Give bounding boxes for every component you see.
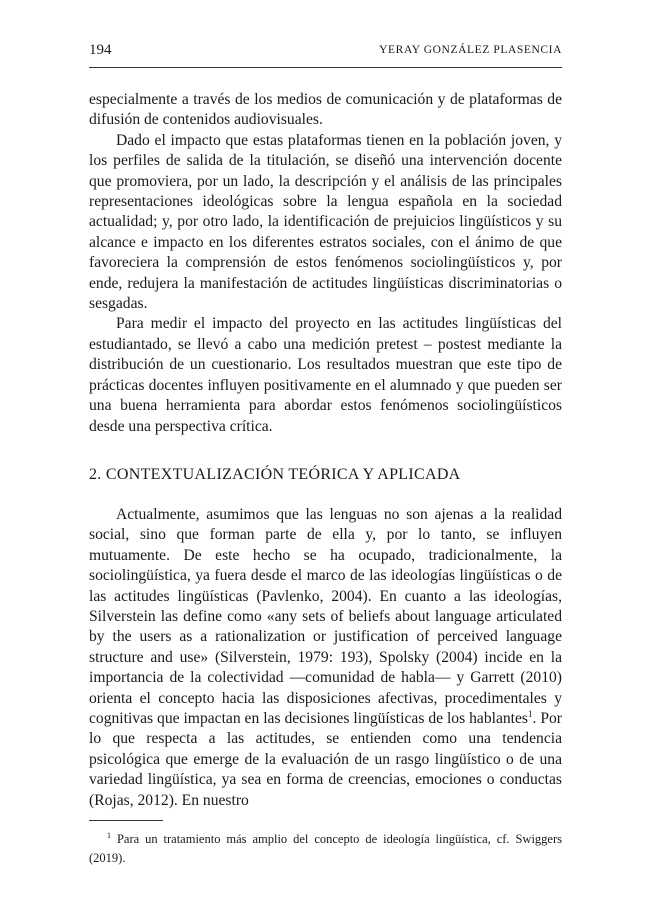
footnote-number: 1 xyxy=(107,830,111,840)
context-text-part2: . Por lo que respecta a las actitudes, se entienden como una tendencia psicológica que emerge de la evaluación de un rasgo lingüístico o de una variedad lingüística, ya sea en forma de creencias, emociones o conductas (Rojas, 2012). En nuestro xyxy=(89,709,562,809)
footnote-reference[interactable]: 1 xyxy=(528,708,533,719)
paragraph-measurement: Para medir el impacto del proyecto en las actitudes lingüísticas del estudiantado, se llevó a cabo una medición pretest – postest mediante la distribución de un cuestionario. Los resultados muestran que este tipo de prácticas docentes influyen positivamente en el alumnado y que pueden ser una buena herramienta para abordar estos fenómenos sociolingüísticos desde una perspectiva crítica. xyxy=(89,315,562,435)
footnote xyxy=(89,830,562,868)
paragraph-intervention: Dado el impacto que estas plataformas tienen en la población joven, y los perfiles de salida de la titulación, se diseñó una intervención docente que promoviera, por un lado, la descripción y el análisis de las principales representaciones ideológicas sobre la lengua española en la sociedad actualidad; y, por otro lado, la identificación de prejuicios lingüísticos y su alcance e impacto en los diferentes estratos sociales, con el ánimo de que favoreciera la comprensión de estos fenómenos sociolingüísticos y, por ende, redujera la manifestación de actitudes lingüísticas discriminatorias o sesgadas. xyxy=(89,131,562,313)
context-text-part1: Actualmente, asumimos que las lenguas no son ajenas a la realidad social, sino que forman parte de ella y, por lo tanto, se influyen mutuamente. De este hecho se ha ocupado, tradicionalmente, la sociolingüística, ya fuera desde el marco de las ideologías lingüísticas o de las actitudes lingüísticas (Pavlenko, 2004). En cuanto a las ideologías, Silverstein las define como «any sets of beliefs about language articulated by the users as a rationalization or justification of perceived language structure and use» (Silverstein, 1979: 193), Spolsky (2004) incide en la importancia de la colectividad —comunidad de habla— y Garrett (2010) orienta el concepto hacia las disposiciones afectivas, procedimentales y cognitivas que impactan en las decisiones lingüísticas de los hablantes xyxy=(89,505,562,727)
page-header xyxy=(89,42,562,62)
running-head: YERAY GONZÁLEZ PLASENCIA xyxy=(379,44,562,56)
footnote-text: Para un tratamiento más amplio del concepto de ideología lingüística, cf. Swiggers (2019). xyxy=(89,832,562,865)
header-rule xyxy=(89,67,562,68)
paragraph-context xyxy=(89,505,562,811)
main-text xyxy=(89,90,562,811)
page-number: 194 xyxy=(89,42,112,58)
paragraph-continuation: especialmente a través de los medios de comunicación y de plataformas de difusión de contenidos audiovisuales. xyxy=(89,91,562,129)
footnote-rule xyxy=(89,820,163,821)
section-title: 2. CONTEXTUALIZACIÓN TEÓRICA Y APLICADA xyxy=(89,465,461,483)
